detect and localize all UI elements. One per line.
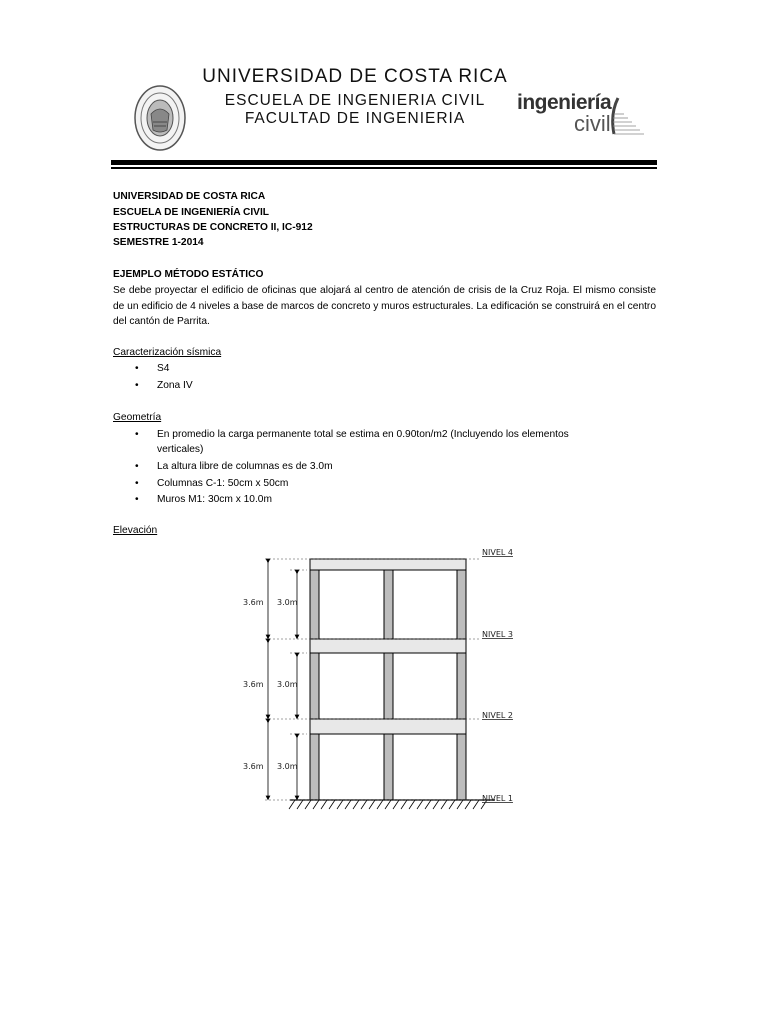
floor-height-label: 3.6m [243, 598, 264, 607]
bullet: • [135, 380, 139, 391]
elevation-drawing [235, 540, 535, 820]
course-semester: SEMESTRE 1-2014 [113, 237, 204, 248]
level-label: NIVEL 2 [482, 711, 513, 720]
floor-height-label: 3.6m [243, 680, 264, 689]
bullet: • [135, 363, 139, 374]
example-title: EJEMPLO MÉTODO ESTÁTICO [113, 269, 264, 280]
clear-height-label: 3.0m [277, 598, 298, 607]
list-item-text: La altura libre de columnas es de 3.0m [157, 461, 333, 472]
slab [310, 559, 466, 570]
clear-height-label: 3.0m [277, 762, 298, 771]
slab [310, 639, 466, 653]
bullet: • [135, 478, 139, 489]
seismic-heading: Caracterización sísmica [113, 347, 222, 358]
list-item-text: Muros M1: 30cm x 10.0m [157, 494, 272, 505]
course-school: ESCUELA DE INGENIERÍA CIVIL [113, 207, 270, 218]
column [384, 570, 393, 800]
list-item-text: Columnas C-1: 50cm x 50cm [157, 478, 289, 489]
column [457, 570, 466, 800]
clear-height-label: 3.0m [277, 680, 298, 689]
course-university: UNIVERSIDAD DE COSTA RICA [113, 191, 266, 202]
list-item-text: Zona IV [157, 380, 193, 391]
geometry-heading: Geometría [113, 412, 162, 423]
logo-text-civil: civil [574, 111, 611, 136]
header-faculty: FACULTAD DE INGENIERIA [244, 110, 466, 127]
elevation-heading: Elevación [113, 525, 158, 536]
header-rule-thin [111, 167, 657, 169]
slab [310, 719, 466, 734]
course-name: ESTRUCTURAS DE CONCRETO II, IC-912 [113, 222, 313, 233]
floor-height-label: 3.6m [243, 762, 264, 771]
level-label: NIVEL 1 [482, 794, 513, 803]
header-school: ESCUELA DE INGENIERIA CIVIL [224, 92, 486, 109]
list-item-text: S4 [157, 363, 170, 374]
bullet: • [135, 429, 139, 440]
column [310, 570, 319, 800]
ground-hatch [289, 800, 495, 809]
list-item-text: En promedio la carga permanente total se estima en 0.90ton/m2 (Incluyendo los elementos [157, 429, 569, 440]
bullet: • [135, 494, 139, 505]
logo-text-ingenieria: ingeniería [517, 91, 612, 114]
list-item-text: verticales) [157, 444, 204, 455]
header-rule-thick [111, 160, 657, 165]
level-label: NIVEL 4 [482, 548, 513, 557]
bullet: • [135, 461, 139, 472]
example-paragraph: Se debe proyectar el edificio de oficinas que alojará al centro de atención de crisis de la Cruz Roja. El mismo consiste de un edificio de 4 niveles a base de marcos de concreto y muros estructurales. La edificación se construirá en el centro del cantón de Parrita. [113, 285, 656, 327]
level-label: NIVEL 3 [482, 630, 513, 639]
header-university: UNIVERSIDAD DE COSTA RICA [202, 66, 508, 87]
